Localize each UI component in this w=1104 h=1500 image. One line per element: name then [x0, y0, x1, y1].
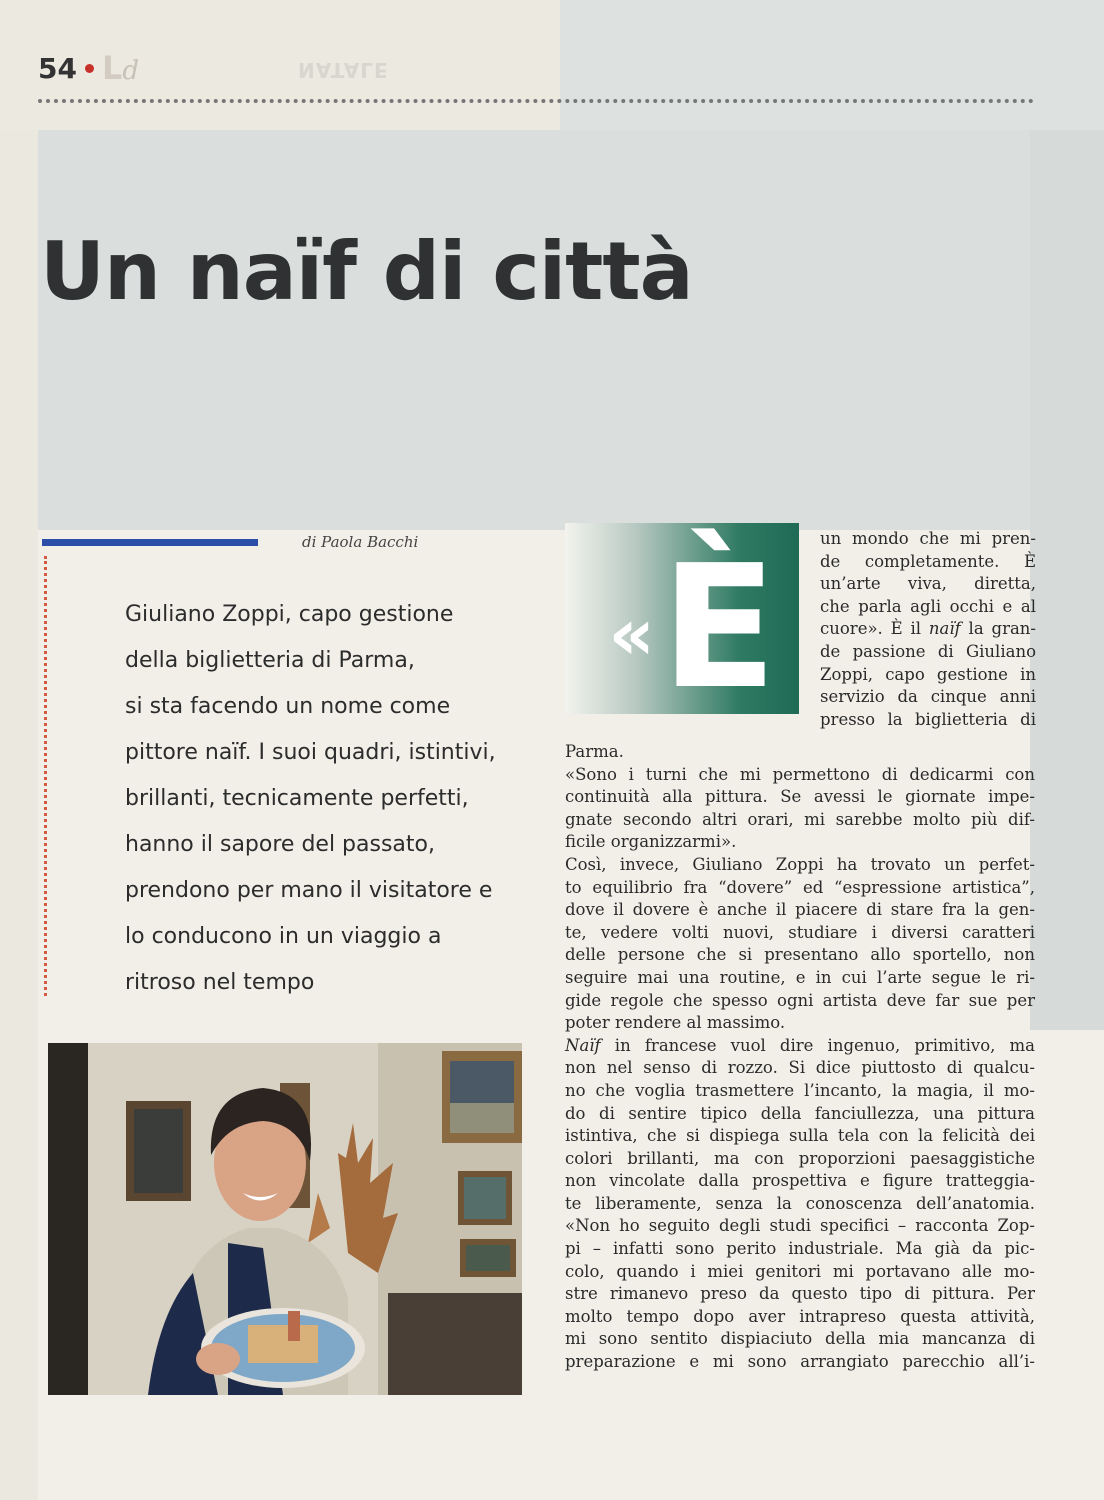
text-line: stre rimanevo preso da questo tipo di pittura. Per [565, 1284, 1035, 1304]
logo-italic-letter: d [122, 56, 140, 86]
blue-accent-rule [42, 539, 258, 546]
text-line: Parma. [565, 742, 624, 761]
text-line: te liberamente, senza la conoscenza dell’anatomia. [565, 1193, 1035, 1213]
text-line: te, vedere volti nuovi, studiare i diversi caratteri [565, 922, 1035, 942]
text-line: delle persone che si presentano allo sportello, non [565, 945, 1035, 965]
text-line: non vincolate dalla prospettiva e figure tratteggia- [565, 1171, 1035, 1191]
lead-line: si sta facendo un nome come [125, 694, 451, 719]
text-line: servizio da cinque anni [820, 687, 1036, 707]
section-name-bleed: NATALE [298, 58, 389, 82]
text-line: de passione di Giuliano [820, 641, 1036, 661]
lead-line: della biglietteria di Parma, [125, 648, 415, 673]
text-line: un mondo che mi pren- [820, 529, 1036, 548]
background-right-top [560, 0, 1104, 130]
text-line: de completamente. È [820, 551, 1036, 571]
red-dotted-rule [44, 556, 47, 996]
text-line: no che voglia trasmettere l’incanto, la magia, il mo- [565, 1080, 1035, 1100]
lead-line: brillanti, tecnicamente perfetti, [125, 786, 469, 811]
article-body [565, 741, 1035, 1374]
text-line: pi – infatti sono perito industriale. Ma già da pic- [565, 1239, 1035, 1259]
text-line: istintiva, che si dispiega sulla tela con la felicità dei [565, 1126, 1035, 1146]
magazine-logo [101, 49, 140, 87]
lead-paragraph [125, 592, 525, 1006]
wrap-text-column [820, 528, 1036, 731]
portrait-photo [48, 1043, 522, 1395]
logo-letter: L [101, 49, 123, 87]
byline: di Paola Bacchi [302, 533, 419, 551]
text-line: Naïf in francese vuol dire ingenuo, primitivo, ma [565, 1035, 1035, 1055]
text-line: colo, quando i miei genitori mi portavano alle mo- [565, 1261, 1035, 1281]
text-line: preparazione e mi sono arrangiato parecchio all’i- [565, 1352, 1035, 1372]
text-line: to equilibrio fra “dovere” ed “espressione artistica”, [565, 877, 1035, 897]
text-line: dove il dovere è anche il piacere di stare fra la gen- [565, 900, 1035, 920]
text-line: cuore». È il naïf la gran- [820, 619, 1036, 639]
lead-line: ritroso nel tempo [125, 970, 315, 995]
text-line: do di sentire tipico della fanciullezza, una pittura [565, 1103, 1035, 1123]
header-dotted-rule [38, 99, 1034, 103]
background-right-strip [1030, 130, 1104, 1030]
lead-line: pittore naïf. I suoi quadri, istintivi, [125, 740, 496, 765]
text-line: «Sono i turni che mi permettono di dedicarmi con [565, 764, 1035, 784]
text-line: gnate secondo altri orari, mi sarebbe molto più dif- [565, 809, 1035, 829]
text-line: Zoppi, capo gestione in [820, 664, 1036, 684]
text-line: molto tempo dopo aver intrapreso questa attività, [565, 1306, 1035, 1326]
text-line: Così, invece, Giuliano Zoppi ha trovato un perfet- [565, 854, 1035, 874]
text-line: «Non ho seguito degli studi specifici – racconta Zop- [565, 1216, 1035, 1236]
article-title: Un naïf di città [40, 224, 693, 318]
dropcap-quote-mark: « [608, 591, 655, 676]
lead-line: prendono per mano il visitatore e [125, 878, 493, 903]
text-line: colori brillanti, ma con proporzioni paesaggistiche [565, 1148, 1035, 1168]
lead-line: hanno il sapore del passato, [125, 832, 435, 857]
text-line: un’arte viva, diretta, [820, 574, 1036, 594]
background-left [0, 130, 38, 1500]
dropcap-box [565, 523, 799, 727]
text-line: mi sono sentito dispiaciuto della mia mancanza di [565, 1329, 1035, 1349]
page-number: 54 [38, 51, 77, 85]
dropcap-letter: È [660, 528, 777, 727]
page-header [38, 48, 139, 88]
lead-line: lo conducono in un viaggio a [125, 924, 442, 949]
bullet-dot-icon [85, 64, 94, 73]
text-line: presso la biglietteria di [820, 709, 1036, 729]
background-main-tint [38, 130, 1104, 530]
text-line: seguire mai una routine, e in cui l’arte segue le ri- [565, 967, 1035, 987]
text-line: continuità alla pittura. Se avessi le giornate impe- [565, 787, 1035, 807]
text-line: gide regole che spesso ogni artista deve far sue per [565, 990, 1035, 1010]
text-line: poter rendere al massimo. [565, 1013, 786, 1033]
lead-line: Giuliano Zoppi, capo gestione [125, 602, 454, 627]
text-line: ficile organizzarmi». [565, 832, 737, 852]
text-line: non nel senso di rozzo. Si dice piuttosto di qualcu- [565, 1058, 1035, 1078]
text-line: che parla agli occhi e al [820, 596, 1036, 616]
